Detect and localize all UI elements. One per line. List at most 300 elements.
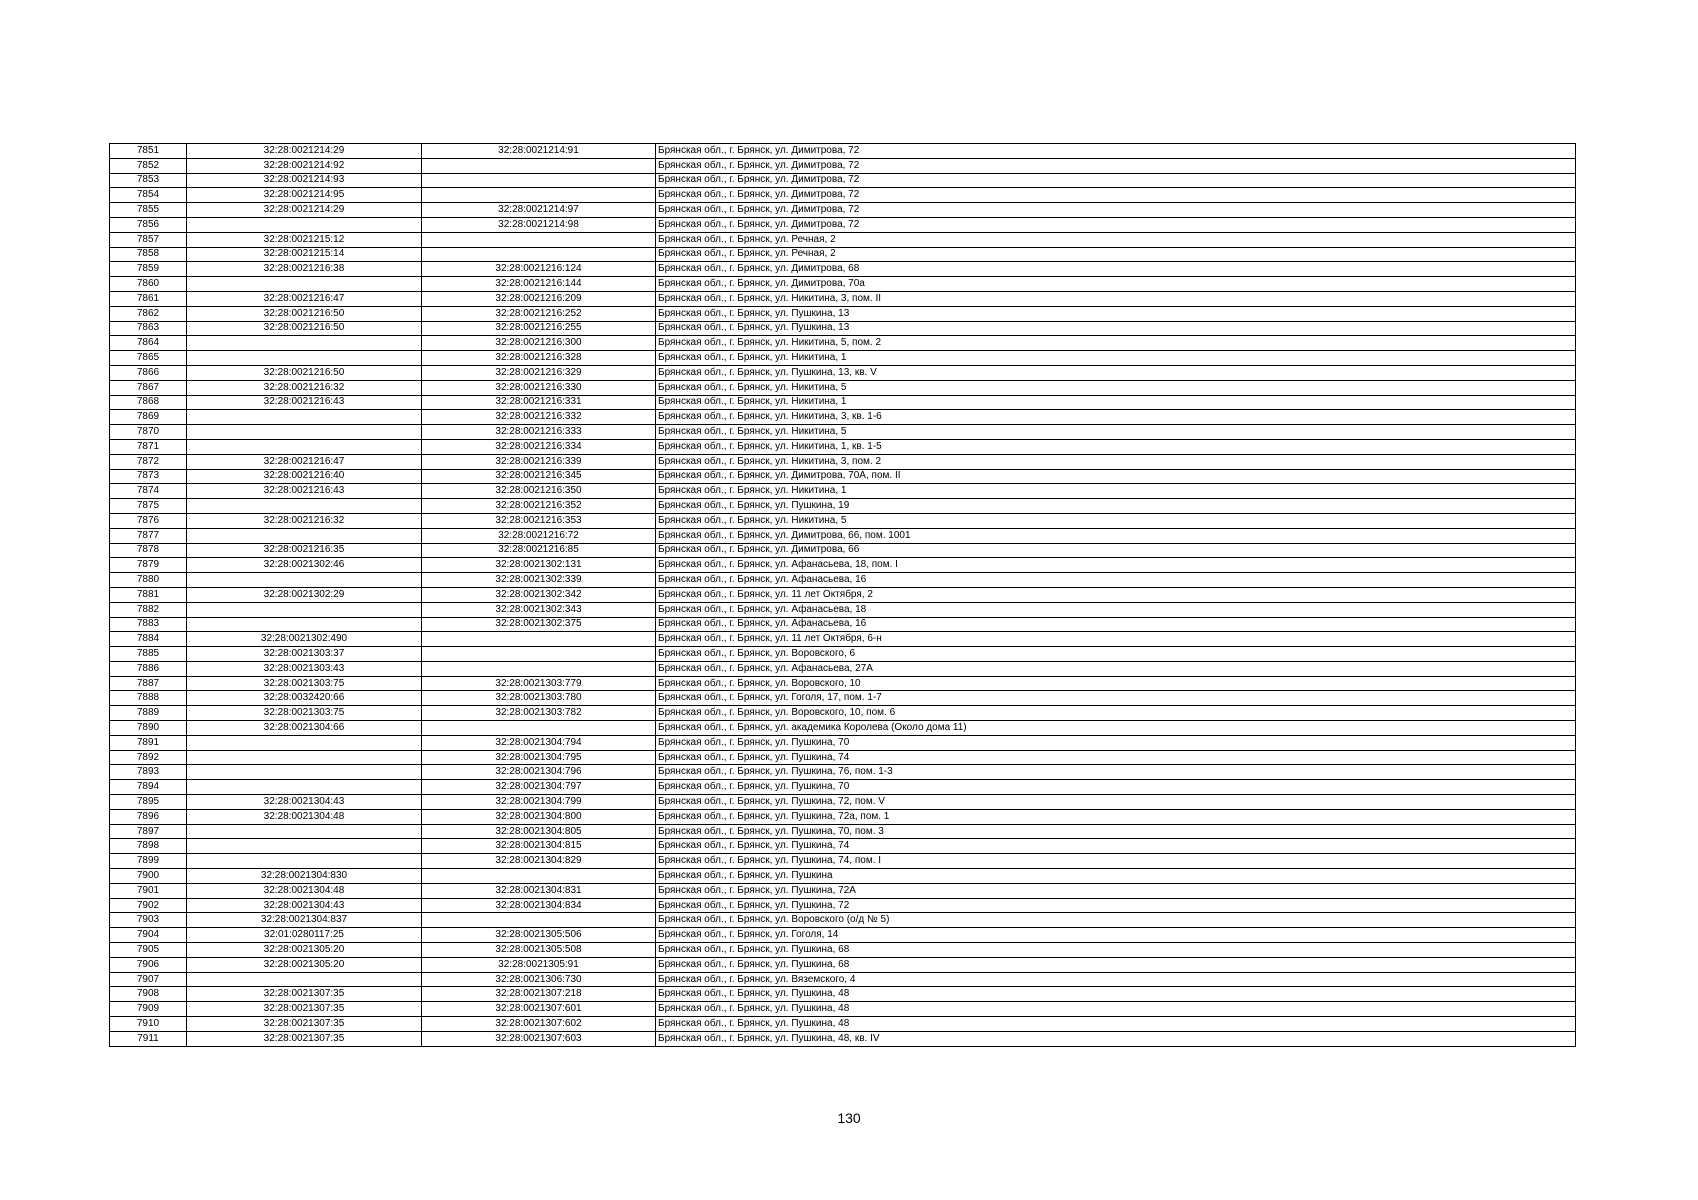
object-cadastral-number-cell: 32:28:0021307:603	[422, 1031, 656, 1046]
parcel-cadastral-number-cell: 32:28:0021302:46	[187, 558, 422, 573]
table-row	[110, 173, 1576, 188]
row-number-cell: 7905	[110, 943, 187, 958]
address-cell: Брянская обл., г. Брянск, ул. Димитрова, 66, пом. 1001	[656, 528, 1576, 543]
row-number-cell: 7897	[110, 824, 187, 839]
table-row	[110, 395, 1576, 410]
address-cell: Брянская обл., г. Брянск, ул. Пушкина, 48	[656, 1002, 1576, 1017]
table-row	[110, 617, 1576, 632]
table-row	[110, 602, 1576, 617]
parcel-cadastral-number-cell: 32:28:0021216:50	[187, 321, 422, 336]
table-row	[110, 1031, 1576, 1046]
parcel-cadastral-number-cell: 32:28:0021303:37	[187, 647, 422, 662]
row-number-cell: 7854	[110, 188, 187, 203]
address-cell: Брянская обл., г. Брянск, ул. Гоголя, 14	[656, 928, 1576, 943]
parcel-cadastral-number-cell: 32:28:0021216:43	[187, 484, 422, 499]
address-cell: Брянская обл., г. Брянск, ул. Пушкина, 72а, пом. 1	[656, 809, 1576, 824]
table-row	[110, 898, 1576, 913]
parcel-cadastral-number-cell: 32:28:0021214:95	[187, 188, 422, 203]
table-row	[110, 883, 1576, 898]
address-cell: Брянская обл., г. Брянск, ул. Пушкина, 68	[656, 943, 1576, 958]
table-row	[110, 543, 1576, 558]
address-cell: Брянская обл., г. Брянск, ул. Воровского, 10	[656, 676, 1576, 691]
parcel-cadastral-number-cell	[187, 277, 422, 292]
row-number-cell: 7876	[110, 513, 187, 528]
parcel-cadastral-number-cell: 32:28:0021216:47	[187, 454, 422, 469]
row-number-cell: 7899	[110, 854, 187, 869]
object-cadastral-number-cell	[422, 869, 656, 884]
object-cadastral-number-cell: 32:28:0021216:350	[422, 484, 656, 499]
address-cell: Брянская обл., г. Брянск, ул. Никитина, 1, кв. 1-5	[656, 439, 1576, 454]
parcel-cadastral-number-cell	[187, 528, 422, 543]
object-cadastral-number-cell: 32:28:0021216:124	[422, 262, 656, 277]
parcel-cadastral-number-cell: 32:28:0021215:14	[187, 247, 422, 262]
address-cell: Брянская обл., г. Брянск, ул. Речная, 2	[656, 232, 1576, 247]
parcel-cadastral-number-cell	[187, 972, 422, 987]
parcel-cadastral-number-cell: 32:28:0021214:29	[187, 144, 422, 159]
address-cell: Брянская обл., г. Брянск, ул. 11 лет Октября, 6-н	[656, 632, 1576, 647]
parcel-cadastral-number-cell: 32:28:0021307:35	[187, 1002, 422, 1017]
parcel-cadastral-number-cell: 32:28:0021305:20	[187, 957, 422, 972]
object-cadastral-number-cell: 32:28:0021303:782	[422, 706, 656, 721]
row-number-cell: 7857	[110, 232, 187, 247]
row-number-cell: 7903	[110, 913, 187, 928]
row-number-cell: 7911	[110, 1031, 187, 1046]
object-cadastral-number-cell	[422, 913, 656, 928]
object-cadastral-number-cell: 32:28:0021216:255	[422, 321, 656, 336]
row-number-cell: 7891	[110, 735, 187, 750]
parcel-cadastral-number-cell: 32:28:0021304:66	[187, 721, 422, 736]
table-row	[110, 217, 1576, 232]
table-row	[110, 158, 1576, 173]
parcel-cadastral-number-cell: 32:28:0021304:830	[187, 869, 422, 884]
parcel-cadastral-number-cell	[187, 780, 422, 795]
object-cadastral-number-cell: 32:28:0021214:91	[422, 144, 656, 159]
object-cadastral-number-cell	[422, 721, 656, 736]
object-cadastral-number-cell: 32:28:0021305:508	[422, 943, 656, 958]
address-cell: Брянская обл., г. Брянск, ул. Пушкина, 48	[656, 1017, 1576, 1032]
parcel-cadastral-number-cell	[187, 839, 422, 854]
object-cadastral-number-cell: 32:28:0021307:218	[422, 987, 656, 1002]
row-number-cell: 7867	[110, 380, 187, 395]
row-number-cell: 7869	[110, 410, 187, 425]
parcel-cadastral-number-cell: 32:28:0021307:35	[187, 1017, 422, 1032]
address-cell: Брянская обл., г. Брянск, ул. Никитина, 1	[656, 395, 1576, 410]
table-row	[110, 795, 1576, 810]
row-number-cell: 7878	[110, 543, 187, 558]
object-cadastral-number-cell: 32:28:0021214:98	[422, 217, 656, 232]
table-row	[110, 454, 1576, 469]
object-cadastral-number-cell: 32:28:0021307:601	[422, 1002, 656, 1017]
object-cadastral-number-cell	[422, 188, 656, 203]
address-cell: Брянская обл., г. Брянск, ул. Пушкина, 13	[656, 321, 1576, 336]
row-number-cell: 7870	[110, 425, 187, 440]
address-cell: Брянская обл., г. Брянск, ул. Афанасьева, 16	[656, 617, 1576, 632]
object-cadastral-number-cell	[422, 632, 656, 647]
row-number-cell: 7884	[110, 632, 187, 647]
parcel-cadastral-number-cell	[187, 854, 422, 869]
object-cadastral-number-cell: 32:28:0021304:799	[422, 795, 656, 810]
row-number-cell: 7858	[110, 247, 187, 262]
parcel-cadastral-number-cell: 32:28:0021216:47	[187, 291, 422, 306]
object-cadastral-number-cell: 32:28:0021214:97	[422, 203, 656, 218]
object-cadastral-number-cell: 32:28:0021304:796	[422, 765, 656, 780]
table-row	[110, 499, 1576, 514]
object-cadastral-number-cell: 32:28:0021304:805	[422, 824, 656, 839]
address-cell: Брянская обл., г. Брянск, ул. Пушкина, 48	[656, 987, 1576, 1002]
table-row	[110, 144, 1576, 159]
object-cadastral-number-cell	[422, 647, 656, 662]
address-cell: Брянская обл., г. Брянск, ул. Димитрова, 72	[656, 173, 1576, 188]
row-number-cell: 7866	[110, 365, 187, 380]
row-number-cell: 7894	[110, 780, 187, 795]
address-cell: Брянская обл., г. Брянск, ул. 11 лет Октября, 2	[656, 587, 1576, 602]
parcel-cadastral-number-cell: 32:28:0021216:40	[187, 469, 422, 484]
parcel-cadastral-number-cell: 32:28:0021214:92	[187, 158, 422, 173]
address-cell: Брянская обл., г. Брянск, ул. Пушкина, 74	[656, 839, 1576, 854]
table-row	[110, 188, 1576, 203]
address-cell: Брянская обл., г. Брянск, ул. Димитрова, 68	[656, 262, 1576, 277]
parcel-cadastral-number-cell	[187, 499, 422, 514]
row-number-cell: 7874	[110, 484, 187, 499]
table-row	[110, 735, 1576, 750]
object-cadastral-number-cell: 32:28:0021302:343	[422, 602, 656, 617]
address-cell: Брянская обл., г. Брянск, ул. Пушкина, 68	[656, 957, 1576, 972]
address-cell: Брянская обл., г. Брянск, ул. Никитина, 5, пом. 2	[656, 336, 1576, 351]
parcel-cadastral-number-cell	[187, 824, 422, 839]
address-cell: Брянская обл., г. Брянск, ул. Пушкина, 72	[656, 898, 1576, 913]
object-cadastral-number-cell	[422, 661, 656, 676]
table-row	[110, 203, 1576, 218]
parcel-cadastral-number-cell	[187, 617, 422, 632]
object-cadastral-number-cell: 32:28:0021304:795	[422, 750, 656, 765]
address-cell: Брянская обл., г. Брянск, ул. Димитрова, 72	[656, 203, 1576, 218]
address-cell: Брянская обл., г. Брянск, ул. Афанасьева, 18, пом. I	[656, 558, 1576, 573]
row-number-cell: 7892	[110, 750, 187, 765]
parcel-cadastral-number-cell: 32:28:0021215:12	[187, 232, 422, 247]
parcel-cadastral-number-cell: 32:28:0021214:93	[187, 173, 422, 188]
row-number-cell: 7900	[110, 869, 187, 884]
parcel-cadastral-number-cell: 32:28:0021214:29	[187, 203, 422, 218]
parcel-cadastral-number-cell: 32:28:0021302:490	[187, 632, 422, 647]
object-cadastral-number-cell: 32:28:0021302:342	[422, 587, 656, 602]
table-row	[110, 632, 1576, 647]
row-number-cell: 7907	[110, 972, 187, 987]
address-cell: Брянская обл., г. Брянск, ул. Пушкина, 76, пом. 1-3	[656, 765, 1576, 780]
table-row	[110, 780, 1576, 795]
table-row	[110, 262, 1576, 277]
parcel-cadastral-number-cell: 32:01:0280117:25	[187, 928, 422, 943]
address-cell: Брянская обл., г. Брянск, ул. Димитрова, 72	[656, 158, 1576, 173]
parcel-cadastral-number-cell	[187, 602, 422, 617]
row-number-cell: 7852	[110, 158, 187, 173]
table-row	[110, 232, 1576, 247]
address-cell: Брянская обл., г. Брянск, ул. Воровского (о/д № 5)	[656, 913, 1576, 928]
row-number-cell: 7873	[110, 469, 187, 484]
row-number-cell: 7881	[110, 587, 187, 602]
table-row	[110, 513, 1576, 528]
table-row	[110, 587, 1576, 602]
object-cadastral-number-cell: 32:28:0021216:252	[422, 306, 656, 321]
address-cell: Брянская обл., г. Брянск, ул. Никитина, 1	[656, 484, 1576, 499]
parcel-cadastral-number-cell: 32:28:0021304:48	[187, 883, 422, 898]
parcel-cadastral-number-cell: 32:28:0021216:50	[187, 365, 422, 380]
object-cadastral-number-cell: 32:28:0021216:345	[422, 469, 656, 484]
object-cadastral-number-cell: 32:28:0021216:331	[422, 395, 656, 410]
row-number-cell: 7886	[110, 661, 187, 676]
table-row	[110, 365, 1576, 380]
row-number-cell: 7901	[110, 883, 187, 898]
address-cell: Брянская обл., г. Брянск, ул. Речная, 2	[656, 247, 1576, 262]
address-cell: Брянская обл., г. Брянск, ул. академика Королева (Около дома 11)	[656, 721, 1576, 736]
parcel-cadastral-number-cell	[187, 439, 422, 454]
address-cell: Брянская обл., г. Брянск, ул. Пушкина, 70	[656, 735, 1576, 750]
object-cadastral-number-cell: 32:28:0021216:329	[422, 365, 656, 380]
object-cadastral-number-cell: 32:28:0021216:328	[422, 351, 656, 366]
row-number-cell: 7875	[110, 499, 187, 514]
parcel-cadastral-number-cell: 32:28:0021303:75	[187, 706, 422, 721]
parcel-cadastral-number-cell: 32:28:0021216:35	[187, 543, 422, 558]
page-number: 130	[837, 1110, 861, 1126]
table-row	[110, 809, 1576, 824]
address-cell: Брянская обл., г. Брянск, ул. Воровского, 6	[656, 647, 1576, 662]
object-cadastral-number-cell: 32:28:0021304:829	[422, 854, 656, 869]
row-number-cell: 7889	[110, 706, 187, 721]
table-row	[110, 957, 1576, 972]
table-row	[110, 291, 1576, 306]
object-cadastral-number-cell: 32:28:0021305:506	[422, 928, 656, 943]
address-cell: Брянская обл., г. Брянск, ул. Пушкина, 13, кв. V	[656, 365, 1576, 380]
object-cadastral-number-cell: 32:28:0021305:91	[422, 957, 656, 972]
table-row	[110, 943, 1576, 958]
row-number-cell: 7856	[110, 217, 187, 232]
parcel-cadastral-number-cell	[187, 336, 422, 351]
row-number-cell: 7893	[110, 765, 187, 780]
row-number-cell: 7888	[110, 691, 187, 706]
row-number-cell: 7882	[110, 602, 187, 617]
row-number-cell: 7883	[110, 617, 187, 632]
row-number-cell: 7861	[110, 291, 187, 306]
row-number-cell: 7879	[110, 558, 187, 573]
object-cadastral-number-cell: 32:28:0021216:333	[422, 425, 656, 440]
row-number-cell: 7868	[110, 395, 187, 410]
parcel-cadastral-number-cell: 32:28:0021307:35	[187, 987, 422, 1002]
parcel-cadastral-number-cell	[187, 735, 422, 750]
row-number-cell: 7906	[110, 957, 187, 972]
address-cell: Брянская обл., г. Брянск, ул. Никитина, 3, пом. II	[656, 291, 1576, 306]
address-cell: Брянская обл., г. Брянск, ул. Димитрова, 72	[656, 144, 1576, 159]
row-number-cell: 7885	[110, 647, 187, 662]
address-cell: Брянская обл., г. Брянск, ул. Димитрова, 70а	[656, 277, 1576, 292]
table-row	[110, 484, 1576, 499]
table-row	[110, 528, 1576, 543]
table-row	[110, 439, 1576, 454]
parcel-cadastral-number-cell: 32:28:0021307:35	[187, 1031, 422, 1046]
row-number-cell: 7851	[110, 144, 187, 159]
table-row	[110, 573, 1576, 588]
table-row	[110, 410, 1576, 425]
parcel-cadastral-number-cell: 32:28:0021303:43	[187, 661, 422, 676]
parcel-cadastral-number-cell	[187, 750, 422, 765]
row-number-cell: 7863	[110, 321, 187, 336]
row-number-cell: 7910	[110, 1017, 187, 1032]
table-row	[110, 1017, 1576, 1032]
object-cadastral-number-cell: 32:28:0021216:353	[422, 513, 656, 528]
row-number-cell: 7860	[110, 277, 187, 292]
address-cell: Брянская обл., г. Брянск, ул. Димитрова, 70А, пом. II	[656, 469, 1576, 484]
row-number-cell: 7855	[110, 203, 187, 218]
table-row	[110, 928, 1576, 943]
parcel-cadastral-number-cell: 32:28:0021216:50	[187, 306, 422, 321]
table-row	[110, 321, 1576, 336]
row-number-cell: 7896	[110, 809, 187, 824]
row-number-cell: 7877	[110, 528, 187, 543]
parcel-cadastral-number-cell: 32:28:0021303:75	[187, 676, 422, 691]
table-row	[110, 750, 1576, 765]
address-cell: Брянская обл., г. Брянск, ул. Афанасьева, 18	[656, 602, 1576, 617]
object-cadastral-number-cell: 32:28:0021302:131	[422, 558, 656, 573]
address-cell: Брянская обл., г. Брянск, ул. Вяземского, 4	[656, 972, 1576, 987]
address-cell: Брянская обл., г. Брянск, ул. Пушкина, 74, пом. I	[656, 854, 1576, 869]
parcel-cadastral-number-cell: 32:28:0021216:32	[187, 513, 422, 528]
table-row	[110, 647, 1576, 662]
parcel-cadastral-number-cell: 32:28:0021216:38	[187, 262, 422, 277]
row-number-cell: 7871	[110, 439, 187, 454]
row-number-cell: 7904	[110, 928, 187, 943]
object-cadastral-number-cell	[422, 158, 656, 173]
parcel-cadastral-number-cell	[187, 351, 422, 366]
parcel-cadastral-number-cell: 32:28:0021216:32	[187, 380, 422, 395]
parcel-cadastral-number-cell: 32:28:0021304:43	[187, 795, 422, 810]
address-cell: Брянская обл., г. Брянск, ул. Пушкина, 19	[656, 499, 1576, 514]
object-cadastral-number-cell	[422, 173, 656, 188]
object-cadastral-number-cell: 32:28:0021216:330	[422, 380, 656, 395]
address-cell: Брянская обл., г. Брянск, ул. Димитрова, 66	[656, 543, 1576, 558]
object-cadastral-number-cell: 32:28:0021216:144	[422, 277, 656, 292]
table-row	[110, 913, 1576, 928]
object-cadastral-number-cell: 32:28:0021304:797	[422, 780, 656, 795]
table-row	[110, 469, 1576, 484]
table-row	[110, 972, 1576, 987]
address-cell: Брянская обл., г. Брянск, ул. Никитина, 5	[656, 425, 1576, 440]
row-number-cell: 7898	[110, 839, 187, 854]
table-row	[110, 336, 1576, 351]
row-number-cell: 7865	[110, 351, 187, 366]
registry-table-body	[110, 144, 1576, 1047]
row-number-cell: 7853	[110, 173, 187, 188]
table-row	[110, 661, 1576, 676]
table-row	[110, 277, 1576, 292]
row-number-cell: 7895	[110, 795, 187, 810]
parcel-cadastral-number-cell	[187, 217, 422, 232]
parcel-cadastral-number-cell: 32:28:0032420:66	[187, 691, 422, 706]
object-cadastral-number-cell: 32:28:0021216:339	[422, 454, 656, 469]
address-cell: Брянская обл., г. Брянск, ул. Никитина, 3, пом. 2	[656, 454, 1576, 469]
object-cadastral-number-cell	[422, 247, 656, 262]
parcel-cadastral-number-cell	[187, 425, 422, 440]
row-number-cell: 7908	[110, 987, 187, 1002]
table-row	[110, 351, 1576, 366]
row-number-cell: 7859	[110, 262, 187, 277]
object-cadastral-number-cell: 32:28:0021304:815	[422, 839, 656, 854]
address-cell: Брянская обл., г. Брянск, ул. Пушкина, 72, пом. V	[656, 795, 1576, 810]
parcel-cadastral-number-cell: 32:28:0021216:43	[187, 395, 422, 410]
row-number-cell: 7862	[110, 306, 187, 321]
address-cell: Брянская обл., г. Брянск, ул. Пушкина, 48, кв. IV	[656, 1031, 1576, 1046]
object-cadastral-number-cell: 32:28:0021304:834	[422, 898, 656, 913]
row-number-cell: 7902	[110, 898, 187, 913]
object-cadastral-number-cell	[422, 232, 656, 247]
object-cadastral-number-cell: 32:28:0021302:339	[422, 573, 656, 588]
table-row	[110, 721, 1576, 736]
address-cell: Брянская обл., г. Брянск, ул. Воровского, 10, пом. 6	[656, 706, 1576, 721]
address-cell: Брянская обл., г. Брянск, ул. Никитина, 3, кв. 1-6	[656, 410, 1576, 425]
address-cell: Брянская обл., г. Брянск, ул. Димитрова, 72	[656, 217, 1576, 232]
object-cadastral-number-cell: 32:28:0021216:72	[422, 528, 656, 543]
address-cell: Брянская обл., г. Брянск, ул. Пушкина, 72А	[656, 883, 1576, 898]
parcel-cadastral-number-cell	[187, 765, 422, 780]
object-cadastral-number-cell: 32:28:0021303:779	[422, 676, 656, 691]
parcel-cadastral-number-cell: 32:28:0021305:20	[187, 943, 422, 958]
parcel-cadastral-number-cell: 32:28:0021304:48	[187, 809, 422, 824]
parcel-cadastral-number-cell	[187, 410, 422, 425]
table-row	[110, 676, 1576, 691]
object-cadastral-number-cell: 32:28:0021306:730	[422, 972, 656, 987]
object-cadastral-number-cell: 32:28:0021302:375	[422, 617, 656, 632]
table-row	[110, 765, 1576, 780]
row-number-cell: 7909	[110, 1002, 187, 1017]
object-cadastral-number-cell: 32:28:0021304:831	[422, 883, 656, 898]
address-cell: Брянская обл., г. Брянск, ул. Пушкина, 70	[656, 780, 1576, 795]
address-cell: Брянская обл., г. Брянск, ул. Пушкина, 13	[656, 306, 1576, 321]
table-row	[110, 380, 1576, 395]
address-cell: Брянская обл., г. Брянск, ул. Никитина, 5	[656, 513, 1576, 528]
table-row	[110, 869, 1576, 884]
cadastral-registry-table	[109, 143, 1576, 1047]
address-cell: Брянская обл., г. Брянск, ул. Афанасьева, 27А	[656, 661, 1576, 676]
object-cadastral-number-cell: 32:28:0021216:209	[422, 291, 656, 306]
object-cadastral-number-cell: 32:28:0021216:85	[422, 543, 656, 558]
object-cadastral-number-cell: 32:28:0021307:602	[422, 1017, 656, 1032]
row-number-cell: 7887	[110, 676, 187, 691]
table-row	[110, 987, 1576, 1002]
object-cadastral-number-cell: 32:28:0021216:352	[422, 499, 656, 514]
parcel-cadastral-number-cell	[187, 573, 422, 588]
row-number-cell: 7864	[110, 336, 187, 351]
address-cell: Брянская обл., г. Брянск, ул. Афанасьева, 16	[656, 573, 1576, 588]
object-cadastral-number-cell: 32:28:0021216:334	[422, 439, 656, 454]
address-cell: Брянская обл., г. Брянск, ул. Пушкина, 74	[656, 750, 1576, 765]
row-number-cell: 7872	[110, 454, 187, 469]
parcel-cadastral-number-cell: 32:28:0021304:43	[187, 898, 422, 913]
object-cadastral-number-cell: 32:28:0021216:332	[422, 410, 656, 425]
address-cell: Брянская обл., г. Брянск, ул. Димитрова, 72	[656, 188, 1576, 203]
address-cell: Брянская обл., г. Брянск, ул. Гоголя, 17, пом. 1-7	[656, 691, 1576, 706]
row-number-cell: 7880	[110, 573, 187, 588]
table-row	[110, 824, 1576, 839]
address-cell: Брянская обл., г. Брянск, ул. Пушкина	[656, 869, 1576, 884]
table-row	[110, 706, 1576, 721]
table-row	[110, 247, 1576, 262]
table-row	[110, 854, 1576, 869]
table-row	[110, 306, 1576, 321]
table-row	[110, 558, 1576, 573]
table-row	[110, 839, 1576, 854]
address-cell: Брянская обл., г. Брянск, ул. Пушкина, 70, пом. 3	[656, 824, 1576, 839]
address-cell: Брянская обл., г. Брянск, ул. Никитина, 1	[656, 351, 1576, 366]
table-row	[110, 1002, 1576, 1017]
parcel-cadastral-number-cell: 32:28:0021302:29	[187, 587, 422, 602]
table-row	[110, 691, 1576, 706]
